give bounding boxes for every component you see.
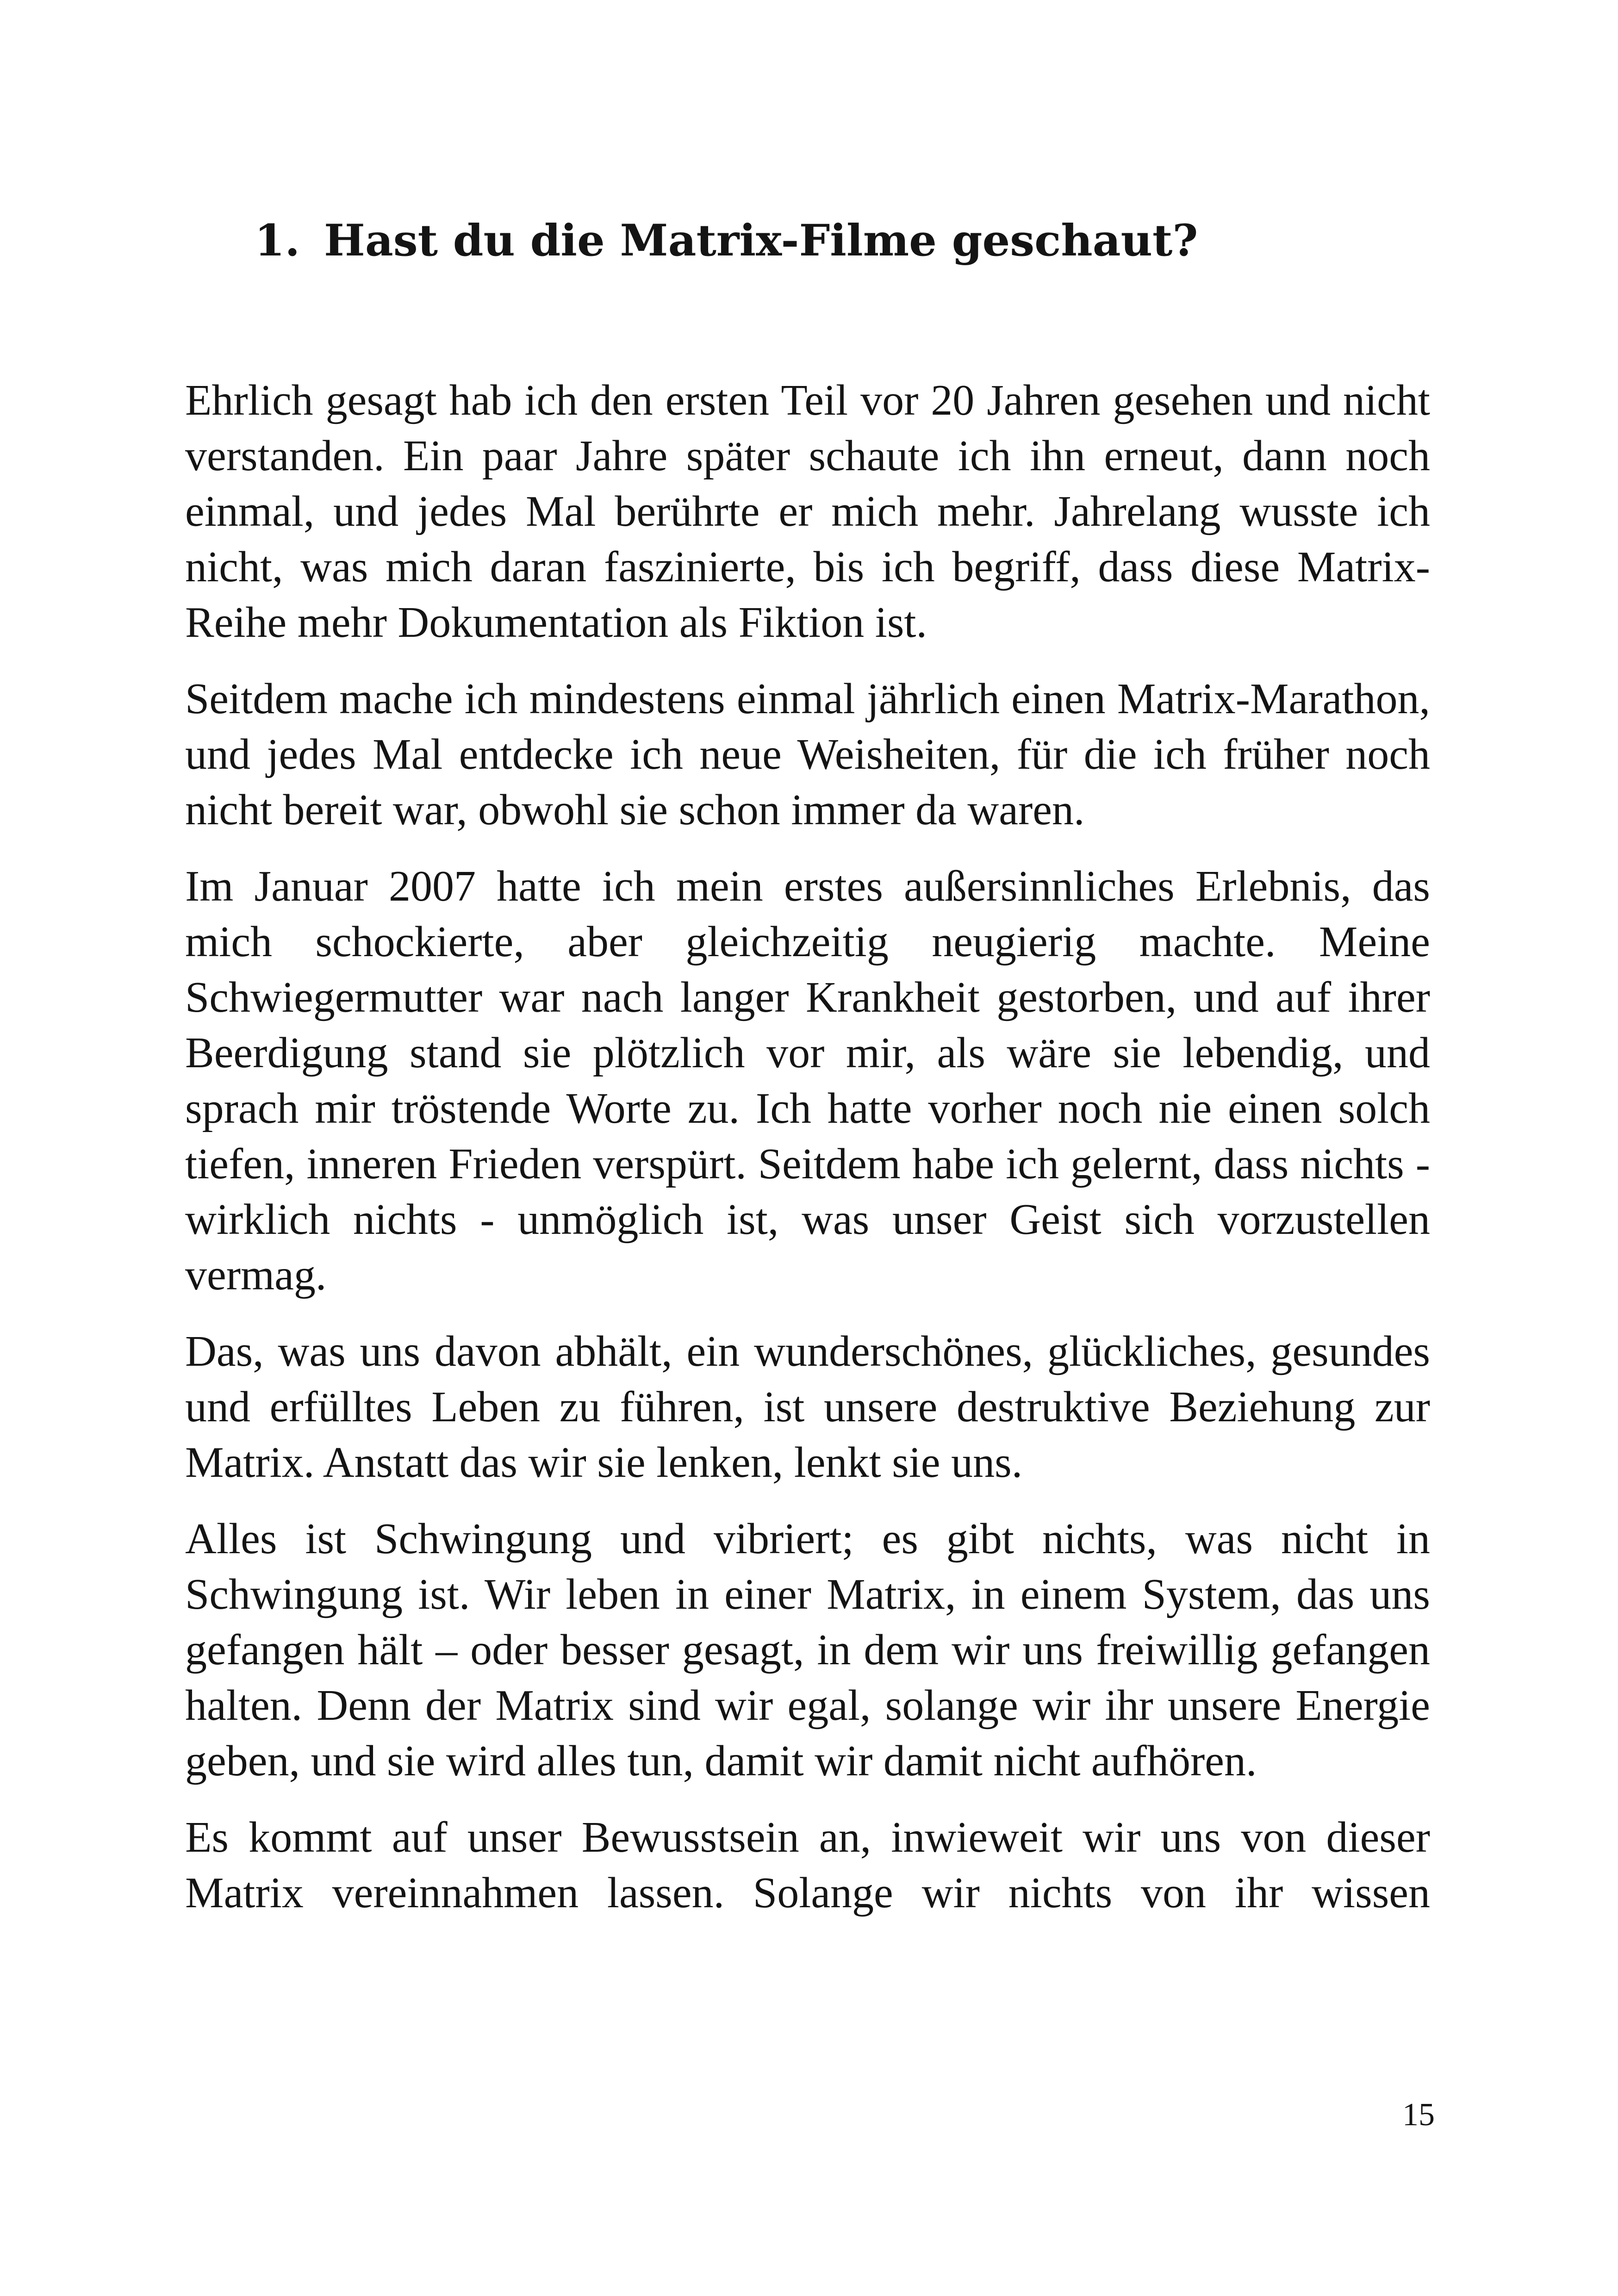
paragraph-5: Alles ist Schwingung und vibriert; es gibt nichts, was nicht in Schwingung ist. Wir leben in einer Matrix, in einem System, das uns gefangen hält – oder besser gesagt, in dem wir uns freiwillig gefangen halten. Denn der Matrix sind wir egal, solange wir ihr unsere Energie geben, und sie wird alles tun, damit wir damit nicht aufhören.	[185, 1515, 1430, 1785]
paragraph-3: Im Januar 2007 hatte ich mein erstes außersinnliches Erlebnis, das mich schockierte, aber gleichzeitig neugierig machte. Meine Schwiegermutter war nach langer Krankheit gestorben, und auf ihrer Beerdigung stand sie plötzlich vor mir, als wäre sie lebendig, und sprach mir tröstende Worte zu. Ich hatte vorher noch nie einen solch tiefen, inneren Frieden verspürt. Seitdem habe ich gelernt, dass nichts - wirklich nichts - unmöglich ist, was unser Geist sich vorzustellen vermag.	[185, 862, 1430, 1299]
chapter-title: Hast du die Matrix-Filme geschaut?	[324, 215, 1198, 266]
paragraph-2: Seitdem mache ich mindestens einmal jährlich einen Matrix-Marathon, und jedes Mal entdecke ich neue Weisheiten, für die ich früher noch nicht bereit war, obwohl sie schon immer da waren.	[185, 675, 1430, 834]
body-text	[185, 373, 1430, 1941]
chapter-heading	[255, 211, 1458, 271]
paragraph-1: Ehrlich gesagt hab ich den ersten Teil vor 20 Jahren gesehen und nicht verstanden. Ein paar Jahre später schaute ich ihn erneut, dann noch einmal, und jedes Mal berührte er mich mehr. Jahrelang wusste ich nicht, was mich daran faszinierte, bis ich begriff, dass diese Matrix-Reihe mehr Dokumentation als Fiktion ist.	[185, 376, 1430, 647]
paragraph-4: Das, was uns davon abhält, ein wunderschönes, glückliches, gesundes und erfülltes Leben zu führen, ist unsere destruktive Beziehung zur Matrix. Anstatt das wir sie lenken, lenkt sie uns.	[185, 1327, 1430, 1487]
paragraph-6: Es kommt auf unser Bewusstsein an, inwieweit wir uns von dieser Matrix vereinnahmen lassen. Solange wir nichts von ihr wissen	[185, 1813, 1430, 1917]
page-number: 15	[1402, 2097, 1435, 2133]
chapter-number: 1.	[255, 215, 300, 266]
